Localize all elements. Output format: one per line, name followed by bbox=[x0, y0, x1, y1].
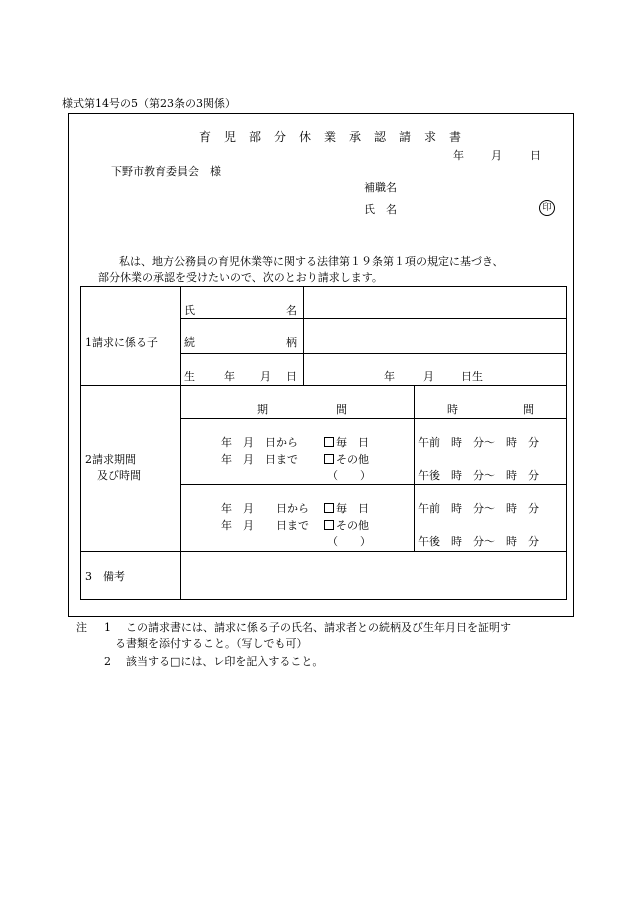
row-divider bbox=[180, 318, 567, 319]
title-char: 育 bbox=[199, 130, 212, 144]
time-header-a: 時 bbox=[447, 403, 458, 416]
seal-mark: 印 bbox=[539, 200, 555, 216]
child-name-label-b: 名 bbox=[286, 304, 297, 317]
note-1-line-2: る書類を添付すること。（写しでも可） bbox=[115, 637, 308, 650]
title-char: 認 bbox=[374, 130, 387, 144]
checkbox-icon[interactable] bbox=[324, 520, 334, 530]
form-number: 様式第14号の5（第23条の3関係） bbox=[62, 97, 236, 110]
period-header-b: 間 bbox=[336, 403, 347, 416]
col-divider bbox=[414, 385, 415, 551]
other-label: その他 bbox=[336, 453, 369, 466]
title-char: 業 bbox=[324, 130, 337, 144]
everyday-option[interactable] bbox=[324, 503, 369, 514]
notes-head: 注 bbox=[76, 621, 87, 634]
other-option[interactable] bbox=[324, 520, 369, 531]
row-divider bbox=[80, 385, 567, 386]
row-divider bbox=[180, 353, 567, 354]
period-to[interactable]: 年 月 日まで bbox=[221, 453, 298, 466]
time-header-b: 間 bbox=[523, 403, 534, 416]
body-line-1: 私は、地方公務員の育児休業等に関する法律第１９条第１項の規定に基づき、 bbox=[119, 255, 504, 268]
title-char: 承 bbox=[349, 130, 362, 144]
date-day-label: 日 bbox=[530, 149, 541, 162]
col-divider bbox=[180, 286, 181, 600]
title-char: 休 bbox=[299, 130, 312, 144]
row-divider bbox=[180, 418, 567, 419]
birth-month-field[interactable]: 月 bbox=[423, 370, 434, 383]
birthdate-label-a: 生 bbox=[184, 370, 195, 383]
everyday-label: 毎 日 bbox=[336, 502, 369, 515]
date-year-label: 年 bbox=[453, 149, 464, 162]
checkbox-icon[interactable] bbox=[324, 503, 334, 513]
section3-label: 3 備考 bbox=[85, 570, 125, 583]
relation-label-b: 柄 bbox=[286, 336, 297, 349]
birthdate-label-m: 月 bbox=[260, 370, 271, 383]
period-header-a: 期 bbox=[257, 403, 268, 416]
period-from[interactable]: 年 月 日から bbox=[221, 502, 309, 515]
relation-label-a: 続 bbox=[184, 336, 195, 349]
am-time[interactable]: 午前 時 分～ 時 分 bbox=[418, 502, 539, 515]
other-detail-field[interactable]: （ ） bbox=[327, 535, 371, 548]
row-divider bbox=[180, 484, 567, 485]
everyday-label: 毎 日 bbox=[336, 436, 369, 449]
section2-label-1: 2請求期間 bbox=[85, 453, 136, 466]
checkbox-icon[interactable] bbox=[324, 437, 334, 447]
child-name-label-a: 氏 bbox=[184, 304, 195, 317]
row-divider bbox=[80, 551, 567, 552]
other-label: その他 bbox=[336, 519, 369, 532]
everyday-option[interactable] bbox=[324, 437, 369, 448]
section1-label: 1請求に係る子 bbox=[85, 336, 158, 349]
birthdate-label-d: 日 bbox=[286, 370, 297, 383]
section2-label-2: 及び時間 bbox=[97, 469, 141, 482]
title-char: 請 bbox=[399, 130, 412, 144]
other-detail-field[interactable]: （ ） bbox=[327, 469, 371, 482]
period-to[interactable]: 年 月 日まで bbox=[221, 519, 309, 532]
note-1-line-1: この請求書には、請求に係る子の氏名、請求者との続柄及び生年月日を証明す bbox=[126, 621, 511, 634]
birth-year-field[interactable]: 年 bbox=[384, 370, 395, 383]
birth-day-field[interactable]: 日生 bbox=[461, 370, 483, 383]
pm-time[interactable]: 午後 時 分～ 時 分 bbox=[418, 469, 539, 482]
title-char: 書 bbox=[449, 130, 462, 144]
birthdate-label-y: 年 bbox=[224, 370, 235, 383]
col-divider bbox=[303, 286, 304, 385]
title-char: 部 bbox=[249, 130, 262, 144]
pm-time[interactable]: 午後 時 分～ 時 分 bbox=[418, 535, 539, 548]
checkbox-icon[interactable] bbox=[324, 454, 334, 464]
remarks-field[interactable] bbox=[182, 553, 565, 599]
note-2-line-1: 該当する□には、レ印を記入すること。 bbox=[126, 655, 324, 668]
title-char: 分 bbox=[274, 130, 287, 144]
note-1-number: 1 bbox=[104, 621, 111, 634]
am-time[interactable]: 午前 時 分～ 時 分 bbox=[418, 436, 539, 449]
note-2-number: 2 bbox=[104, 655, 111, 668]
other-option[interactable] bbox=[324, 454, 369, 465]
title-char: 児 bbox=[224, 130, 237, 144]
date-month-label: 月 bbox=[491, 149, 502, 162]
position-label: 補職名 bbox=[364, 181, 397, 194]
name-label: 氏 名 bbox=[364, 203, 397, 216]
period-from[interactable]: 年 月 日から bbox=[221, 436, 298, 449]
title-char: 求 bbox=[424, 130, 437, 144]
addressee: 下野市教育委員会 様 bbox=[111, 165, 221, 178]
body-line-2: 部分休業の承認を受けたいので、次のとおり請求します。 bbox=[98, 271, 383, 284]
